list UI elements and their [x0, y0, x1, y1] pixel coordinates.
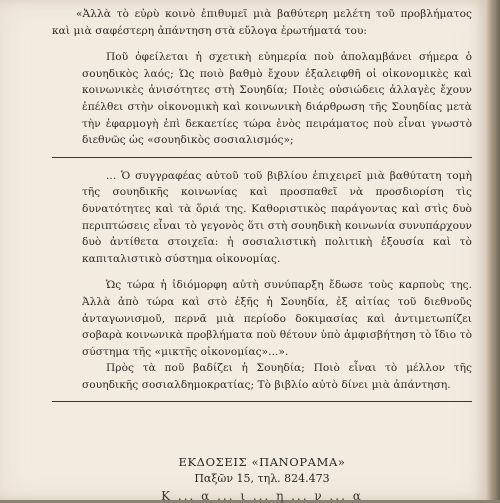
intro-paragraph: «Ἀλλὰ τὸ εὐρὺ κοινὸ ἐπιθυμεῖ μιὰ βαθύτερη μελέτη τοῦ προβλήματος καὶ μιὰ σαφέστερη ἀπάντηση στὰ εὔλογα ἐρωτήματά του:	[52, 8, 472, 37]
page-edge	[486, 0, 500, 500]
quote-questions-paragraph: Ποῦ ὀφείλεται ἡ σχετικὴ εὐημερία ποὺ ἀπολαμβάνει σήμερα ὁ σουηδικὸς λαός; Ὡς ποιὸ βαθμὸ ἔχουν ἐξαλειφθῆ οἱ οἰκονομικὲς καὶ κοινωνικὲς ἀνισότητες στὴ Σουηδία; Ποιὲς οὐσιώδεις ἀλλαγὲς ἔχουν ἐπέλθει στὴν οἰκονομικὴ καὶ κοινωνικὴ διάρθρωση τῆς Σουηδίας μετὰ τὴν ἐφαρμογὴ ἐπὶ δεκαετίες τώρα ἑνὸς πειράματος ποὺ εἶναι γνωστὸ διεθνῶς ὡς «σουηδικὸς σοσιαλισμός»;	[82, 51, 472, 147]
separator-line-2	[52, 401, 472, 402]
publisher-name: ΕΚΔΟΣΕΙΣ «ΠΑΝΟΡΑΜΑ»	[178, 455, 346, 469]
publisher-city-cut-off: Κ ... α ... ι ... η ... ν ... α	[161, 489, 363, 503]
closing-paragraph: Πρὸς τὰ ποῦ βαδίζει ἡ Σουηδία; Ποιὸ εἶναι τὸ μέλλον τῆς σουηδικῆς σοσιαλδημοκρατίας; Τὸ βιβλίο αὐτὸ δίνει μιὰ ἀπάντηση.	[82, 362, 472, 391]
quote-author-paragraph: ... Ὁ συγγραφέας αὐτοῦ τοῦ βιβλίου ἐπιχειρεῖ μιὰ βαθύτατη τομὴ τῆς σουηδικῆς κοινωνίας καὶ προσπαθεῖ νὰ προσδιορίση τὶς δυνατότητες καὶ τὰ ὅριά της. Καθοριστικὸς παράγοντας καὶ στὶς δυὸ περιπτώσεις εἶναι τὸ γεγονὸς ὅτι στὴ σουηδικὴ κοινωνία συνυπάρχουν δυὸ ἀντίθετα στοιχεῖα: ἡ σοσιαλιστικὴ πολιτικὴ ἐξουσία καὶ τὸ καπιταλιστικὸ σύστημα οἰκονομίας.	[82, 169, 472, 265]
quote-fruits-paragraph: Ὡς τώρα ἡ ἰδιόμορφη αὐτὴ συνύπαρξη ἔδωσε τοὺς καρποὺς της. Ἀλλὰ ἀπὸ τώρα καὶ στὸ ἑξῆς ἡ Σουηδία, ἐξ αἰτίας τοῦ διεθνοῦς ἀνταγωνισμοῦ, περνᾶ μιὰ περίοδο δοκιμασίας καὶ ἀντιμετωπίζει σοβαρὰ κοινωνικὰ προβλήματα ποὺ θέτουν ὑπὸ ἀμφισβήτηση τὸ ἴδιο τὸ σύστημα τῆς «μικτῆς οἰκονομίας»...».	[82, 279, 472, 358]
blurb-text	[52, 6, 472, 402]
publisher-address: Παξῶν 15, τηλ. 824.473	[194, 472, 330, 485]
